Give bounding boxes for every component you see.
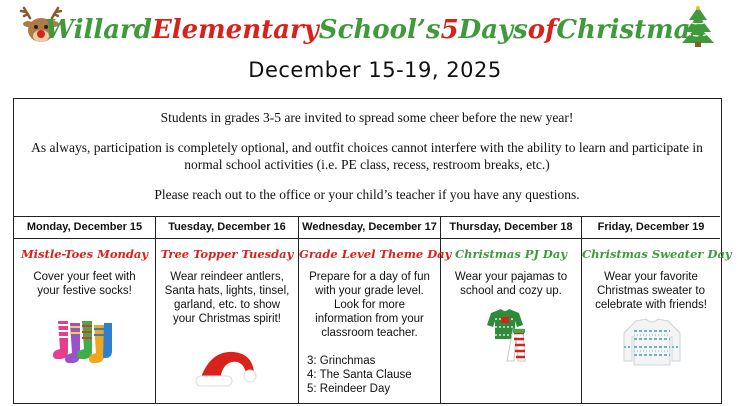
day-heading: Friday, December 19 [582, 217, 720, 239]
intro-text [14, 99, 720, 217]
grade-theme-item: 3: Grinchmas [307, 355, 376, 367]
day-column-thursday [441, 217, 582, 403]
intro-line-1: Students in grades 3-5 are invited to spread some cheer before the new year! [160, 110, 574, 125]
day-theme: Mistle-Toes Monday [20, 247, 149, 261]
schedule-grid [14, 216, 732, 403]
socks-icon [52, 317, 116, 369]
day-column-wednesday [299, 217, 452, 403]
day-column-tuesday [156, 217, 299, 403]
day-column-monday [14, 217, 156, 403]
intro-line-3: Please reach out to the office or your child’s teacher if you have any questions. [154, 187, 580, 202]
day-theme: Christmas PJ Day [454, 247, 568, 261]
day-theme: Grade Level Theme Day [299, 247, 452, 261]
day-heading: Wednesday, December 17 [299, 217, 440, 239]
day-theme: Christmas Sweater Day [582, 247, 732, 261]
day-theme: Tree Topper Tuesday [160, 247, 294, 261]
grade-theme-item: 5: Reindeer Day [307, 383, 391, 395]
day-heading: Monday, December 15 [14, 217, 155, 239]
intro-line-2: As always, participation is completely optional, and outfit choices cannot interfere with the ability to learn and participate in normal school activities (i.e. PE class, recess, restroom breaks, etc.) [31, 140, 703, 172]
pajamas-icon [483, 305, 539, 363]
schedule-frame [13, 98, 732, 404]
day-heading: Thursday, December 18 [441, 217, 581, 239]
date-range: December 15-19, 2025 [248, 58, 502, 82]
page-title: Willard Elementary School’s 5 Days of Christmas [44, 15, 706, 45]
day-description: Cover your feet with your festive socks! [33, 271, 136, 297]
day-description: Prepare for a day of fun with your grade level. Look for more information from your classroom teacher. [309, 271, 430, 339]
grade-theme-list [299, 354, 440, 396]
day-description: Wear your favorite Christmas sweater to celebrate with friends! [595, 271, 707, 311]
sweater-icon [622, 317, 682, 367]
day-heading: Tuesday, December 16 [156, 217, 298, 239]
day-column-friday [582, 217, 732, 403]
santa-hat-icon [190, 342, 262, 394]
day-description: Wear reindeer antlers, Santa hats, lights, tinsel, garland, etc. to show your Christmas spirit! [164, 271, 290, 325]
day-description: Wear your pajamas to school and cozy up. [454, 271, 568, 297]
grade-theme-item: 4: The Santa Clause [307, 369, 412, 381]
